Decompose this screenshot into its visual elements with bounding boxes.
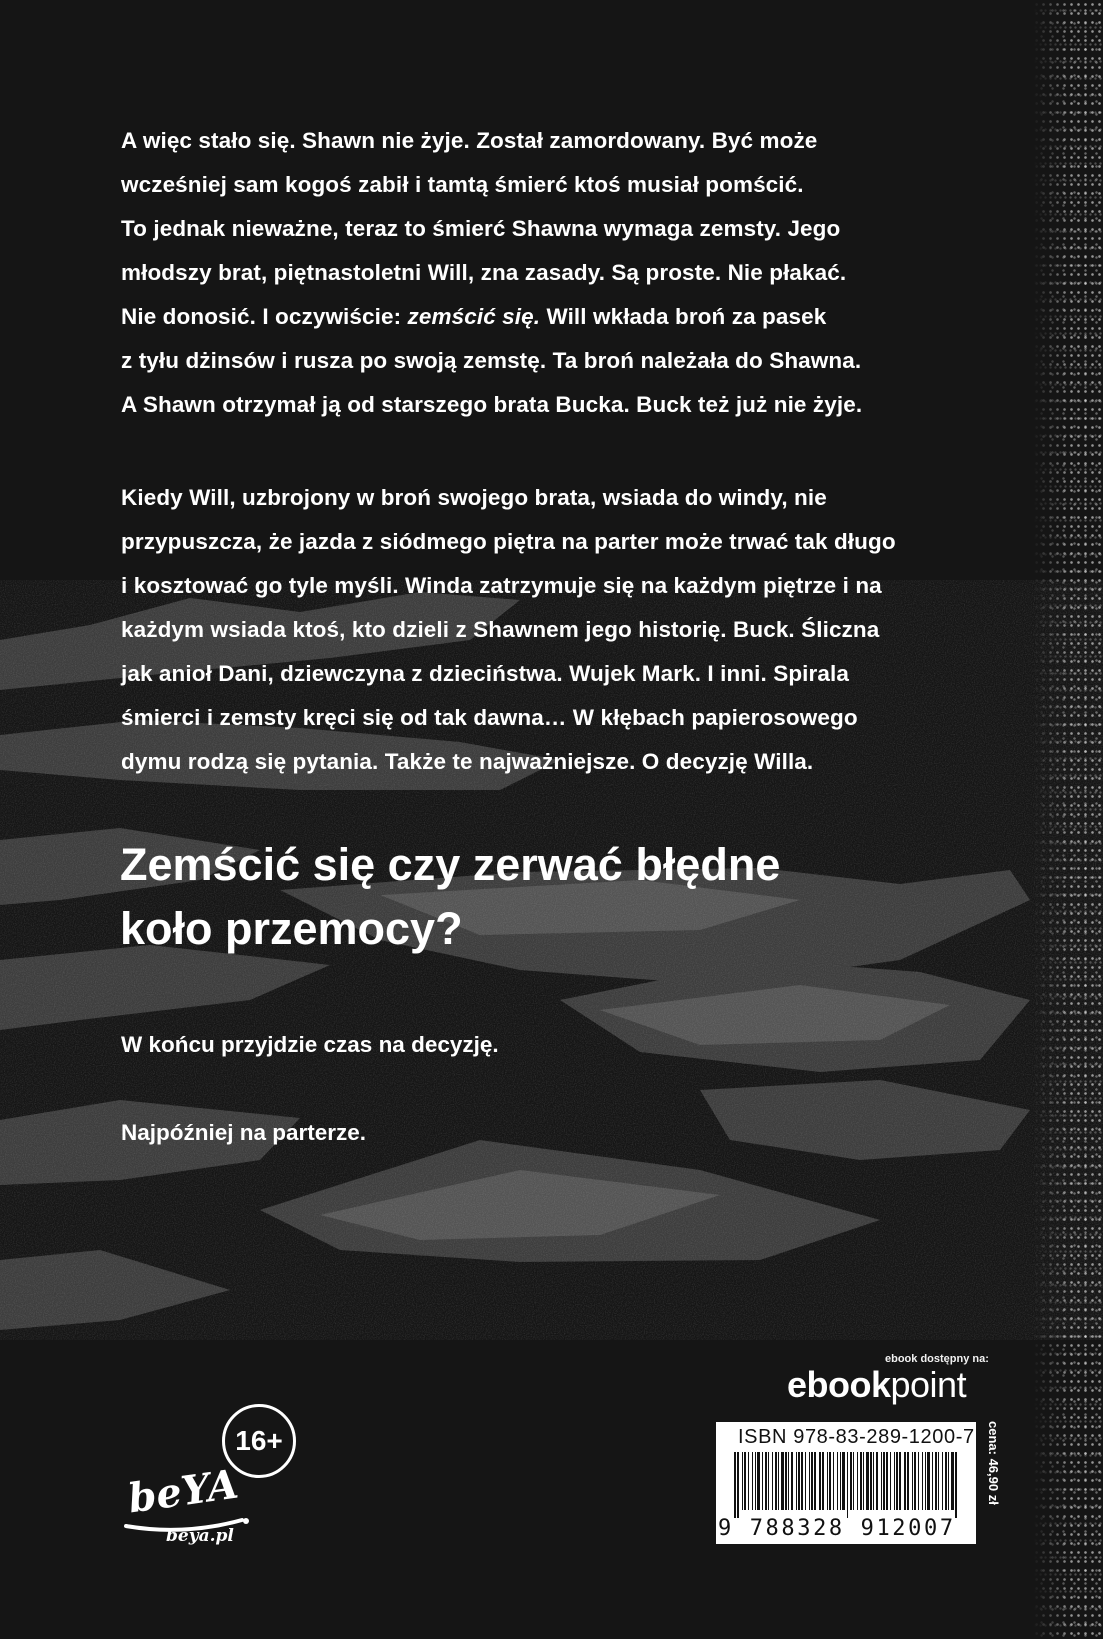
age-rating-badge: 16+ [222,1404,296,1478]
barcode-bar [896,1452,898,1510]
barcode-bar [847,1452,848,1518]
headline-question [120,833,1020,961]
barcode-bar [866,1452,869,1510]
blurb-line: wcześniej sam kogoś zabił i tamtą śmierć ktoś musiał pomścić. [121,172,804,197]
ebookpoint-logo-regular: point [890,1364,967,1405]
barcode-bar [801,1452,803,1510]
barcode-bar [890,1452,891,1510]
barcode-bar [914,1452,916,1510]
ebook-caption: ebook dostępny na: [885,1353,989,1365]
blurb-italic-text: zemścić się. [407,304,541,329]
barcode-bar [737,1452,739,1518]
barcode-bar [873,1452,874,1510]
barcode-bar [857,1452,858,1510]
barcode-bar [775,1452,777,1510]
blurb-paragraph-2 [121,476,1001,784]
isbn-barcode [716,1422,976,1544]
decision-line: W końcu przyjdzie czas na decyzję. [121,1032,499,1057]
ground-floor-line: Najpóźniej na parterze. [121,1120,367,1145]
ebookpoint-logo [787,1364,966,1406]
blurb-line: i kosztować go tyle myśli. Winda zatrzymuje się na każdym piętrze i na [121,573,882,598]
blurb-line: przypuszcza, że jazda z siódmego piętra na parter może trwać tak długo [121,529,896,554]
blurb-line: każdym wsiada ktoś, kto dzieli z Shawnem jego historię. Buck. Śliczna [121,617,880,642]
barcode-bar [883,1452,885,1510]
barcode-bar [948,1452,949,1510]
ebookpoint-logo-bold: ebook [787,1364,891,1405]
headline-line: Zemścić się czy zerwać błędne [120,839,781,890]
barcode-bar [827,1452,828,1510]
barcode-digits: 9 788328 912007 [718,1516,956,1541]
barcode-bar [833,1452,834,1510]
barcode-bar [805,1452,806,1510]
blurb-line: A Shawn otrzymał ją od starszego brata Bucka. Buck też już nie żyje. [121,392,863,417]
speckled-edge-texture [1033,0,1103,1639]
barcode-bar [881,1452,882,1510]
barcode-bar [904,1452,906,1510]
blurb-line: śmierci i zemsty kręci się od tak dawna… W kłębach papierosowego [121,705,858,730]
blurb-line: To jednak nieważne, teraz to śmierć Shawna wymaga zemsty. Jego [121,216,841,241]
barcode-bar [932,1452,933,1510]
barcode-bars [734,1452,960,1518]
barcode-bar [951,1452,954,1510]
barcode-bar [819,1452,821,1510]
barcode-bar [918,1452,919,1510]
barcode-bar [850,1452,852,1510]
barcode-bar [798,1452,800,1510]
barcode-bar [942,1452,943,1510]
barcode-bar [772,1452,773,1510]
barcode-bar [922,1452,923,1510]
barcode-bar [842,1452,845,1510]
beya-url: beya.pl [166,1526,234,1546]
barcode-bar [886,1452,888,1510]
barcode-bar [822,1452,824,1510]
barcode-bar [768,1452,769,1510]
barcode-bar [935,1452,937,1510]
blurb-line [121,295,1001,339]
blurb-text: Will wkłada broń za pasek [540,304,827,329]
barcode-bar [781,1452,784,1510]
barcode-bar [785,1452,787,1510]
blurb-line: dymu rodzą się pytania. Także te najważniejsze. O decyzję Willa. [121,749,814,774]
blurb-text: Nie donosić. I oczywiście: [121,304,408,329]
barcode-bar [748,1452,749,1510]
barcode-bar [938,1452,939,1510]
barcode-bar [925,1452,926,1510]
blurb-line: A więc stało się. Shawn nie żyje. Został zamordowany. Być może [121,128,818,153]
blurb-line: młodszy brat, piętnastoletni Will, zna zasady. Są proste. Nie płakać. [121,260,847,285]
barcode-bar [809,1452,810,1510]
barcode-bar [788,1452,789,1510]
barcode-bar [829,1452,831,1510]
barcode-bar [853,1452,854,1510]
blurb-line: Kiedy Will, uzbrojony w broń swojego brata, wsiada do windy, nie [121,485,827,510]
barcode-bar [755,1452,756,1510]
barcode-bar [811,1452,813,1510]
blurb-line: z tyłu dżinsów i rusza po swoją zemstę. Ta broń należała do Shawna. [121,348,862,373]
barcode-bar [752,1452,753,1510]
barcode-bar [742,1452,743,1510]
publisher-block [118,1420,318,1560]
isbn-text: ISBN 978-83-289-1200-7 [738,1426,975,1448]
barcode-bar [912,1452,913,1510]
barcode-bar [870,1452,872,1510]
barcode-bar [765,1452,767,1510]
barcode-bar [837,1452,838,1510]
barcode-bar [757,1452,760,1510]
headline-line: koło przemocy? [120,903,463,954]
barcode-bar [927,1452,930,1510]
barcode-bar [860,1452,862,1510]
barcode-bar [955,1452,957,1518]
beya-logo: beYA [125,1460,242,1523]
barcode-bar [791,1452,793,1510]
barcode-bar [863,1452,864,1510]
barcode-bar [945,1452,947,1510]
price-label: cena: 46,90 zł [986,1421,1001,1505]
barcode-bar [778,1452,779,1510]
barcode-bar [744,1452,746,1510]
barcode-bar [734,1452,736,1518]
blurb-paragraph-1 [121,119,1001,427]
barcode-bar [796,1452,797,1510]
barcode-bar [762,1452,763,1510]
barcode-bar [814,1452,816,1510]
barcode-bar [840,1452,841,1510]
barcode-bar [894,1452,895,1510]
barcode-bar [907,1452,909,1510]
barcode-bar [876,1452,878,1510]
blurb-line: jak anioł Dani, dziewczyna z dzieciństwa. Wujek Mark. I inni. Spirala [121,661,849,686]
barcode-bar [899,1452,901,1510]
